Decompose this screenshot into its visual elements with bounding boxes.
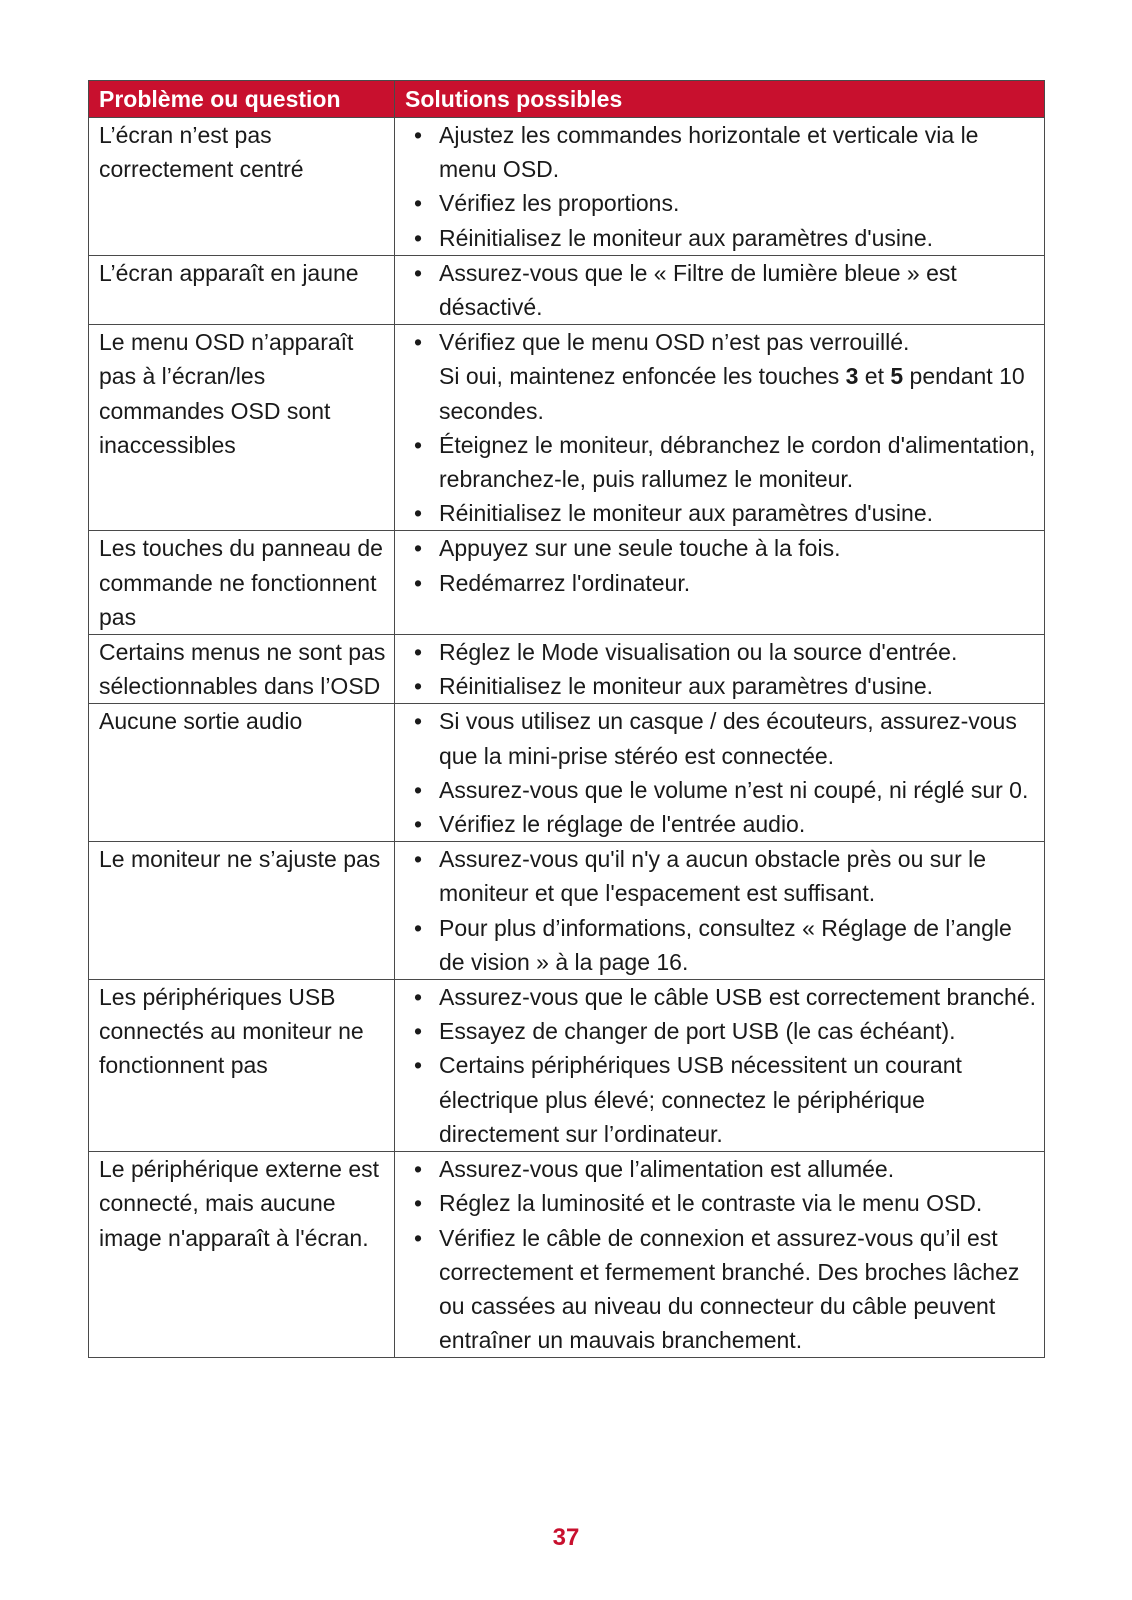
solution-list <box>411 1152 1038 1357</box>
solution-list <box>411 842 1038 979</box>
solutions-cell <box>395 980 1045 1152</box>
problem-cell: L’écran apparaît en jaune <box>89 255 395 324</box>
problem-cell: Le périphérique externe est connecté, mais aucune image n'apparaît à l'écran. <box>89 1152 395 1358</box>
note-text-before: Si oui, maintenez enfoncée les touches <box>439 363 846 390</box>
solution-list <box>411 256 1038 324</box>
solution-item: • Ajustez les commandes horizontale et verticale via le menu OSD. <box>411 118 1038 186</box>
solution-list <box>411 980 1038 1151</box>
solution-item-text: Vérifiez que le menu OSD n’est pas verrouillé. <box>439 329 910 356</box>
problem-cell: Le moniteur ne s’ajuste pas <box>89 842 395 980</box>
troubleshooting-table <box>88 80 1045 1358</box>
solution-list <box>411 635 1038 703</box>
page-number: 37 <box>552 1524 580 1551</box>
solutions-cell <box>395 842 1045 980</box>
header-solutions: Solutions possibles <box>395 81 1045 118</box>
solution-item: • Certains périphériques USB nécessitent un courant électrique plus élevé; connectez le périphérique directement sur l’ordinateur. <box>411 1048 1038 1151</box>
solution-item: • Réinitialisez le moniteur aux paramètres d'usine. <box>411 221 1038 255</box>
solution-item: • Éteignez le moniteur, débranchez le cordon d'alimentation, rebranchez-le, puis rallumez le moniteur. <box>411 428 1038 496</box>
table-row <box>89 704 1045 842</box>
solution-item: • Réglez la luminosité et le contraste via le menu OSD. <box>411 1186 1038 1220</box>
solution-item: • Vérifiez les proportions. <box>411 186 1038 220</box>
solutions-cell <box>395 325 1045 531</box>
table-row <box>89 325 1045 531</box>
table-row <box>89 118 1045 256</box>
note-text-after: pendant 10 secondes. <box>439 363 1025 424</box>
solution-note <box>439 359 1038 427</box>
solutions-cell <box>395 255 1045 324</box>
header-problem: Problème ou question <box>89 81 395 118</box>
note-text-middle: et <box>858 363 891 390</box>
solution-item: • Assurez-vous que le « Filtre de lumière bleue » est désactivé. <box>411 256 1038 324</box>
key-5-label: 5 <box>890 363 904 390</box>
problem-cell: Le menu OSD n’apparaît pas à l’écran/les commandes OSD sont inaccessibles <box>89 325 395 531</box>
table-row <box>89 635 1045 704</box>
solution-item: • Vérifiez le câble de connexion et assurez-vous qu’il est correctement et fermement branché. Des broches lâchez ou cassées au niveau du connecteur du câble peuvent entraîner un mauvais branchement. <box>411 1221 1038 1358</box>
problem-cell: Certains menus ne sont pas sélectionnables dans l’OSD <box>89 635 395 704</box>
table-row <box>89 1152 1045 1358</box>
table-row <box>89 842 1045 980</box>
solution-item: • Assurez-vous que le câble USB est correctement branché. <box>411 980 1038 1014</box>
problem-cell: Les touches du panneau de commande ne fonctionnent pas <box>89 531 395 635</box>
solution-item: • Vérifiez le réglage de l'entrée audio. <box>411 807 1038 841</box>
solution-list <box>411 704 1038 841</box>
solutions-cell <box>395 531 1045 635</box>
solutions-cell <box>395 118 1045 256</box>
solution-item: • Redémarrez l'ordinateur. <box>411 566 1038 600</box>
table-row <box>89 980 1045 1152</box>
solution-item: • Réinitialisez le moniteur aux paramètres d'usine. <box>411 669 1038 703</box>
solution-item: • Assurez-vous que l’alimentation est allumée. <box>411 1152 1038 1186</box>
troubleshooting-table-wrapper <box>88 80 1044 1358</box>
solutions-cell <box>395 704 1045 842</box>
table-header-row <box>89 81 1045 118</box>
solution-item: • Si vous utilisez un casque / des écouteurs, assurez-vous que la mini-prise stéréo est connectée. <box>411 704 1038 772</box>
problem-cell: L’écran n’est pas correctement centré <box>89 118 395 256</box>
solutions-cell <box>395 1152 1045 1358</box>
solution-list <box>411 531 1038 599</box>
table-row <box>89 255 1045 324</box>
solution-item: • Assurez-vous que le volume n’est ni coupé, ni réglé sur 0. <box>411 773 1038 807</box>
solution-item: • Assurez-vous qu'il n'y a aucun obstacle près ou sur le moniteur et que l'espacement est suffisant. <box>411 842 1038 910</box>
problem-cell: Aucune sortie audio <box>89 704 395 842</box>
solution-item: • Pour plus d’informations, consultez « Réglage de l’angle de vision » à la page 16. <box>411 911 1038 979</box>
table-row <box>89 531 1045 635</box>
solution-item: • Appuyez sur une seule touche à la fois. <box>411 531 1038 565</box>
solution-list <box>411 118 1038 255</box>
solution-item <box>411 325 1038 428</box>
solution-item: • Essayez de changer de port USB (le cas échéant). <box>411 1014 1038 1048</box>
solution-item: • Réglez le Mode visualisation ou la source d'entrée. <box>411 635 1038 669</box>
problem-cell: Les périphériques USB connectés au moniteur ne fonctionnent pas <box>89 980 395 1152</box>
solutions-cell <box>395 635 1045 704</box>
key-3-label: 3 <box>845 363 859 390</box>
solution-item: • Réinitialisez le moniteur aux paramètres d'usine. <box>411 496 1038 530</box>
solution-list <box>411 325 1038 530</box>
